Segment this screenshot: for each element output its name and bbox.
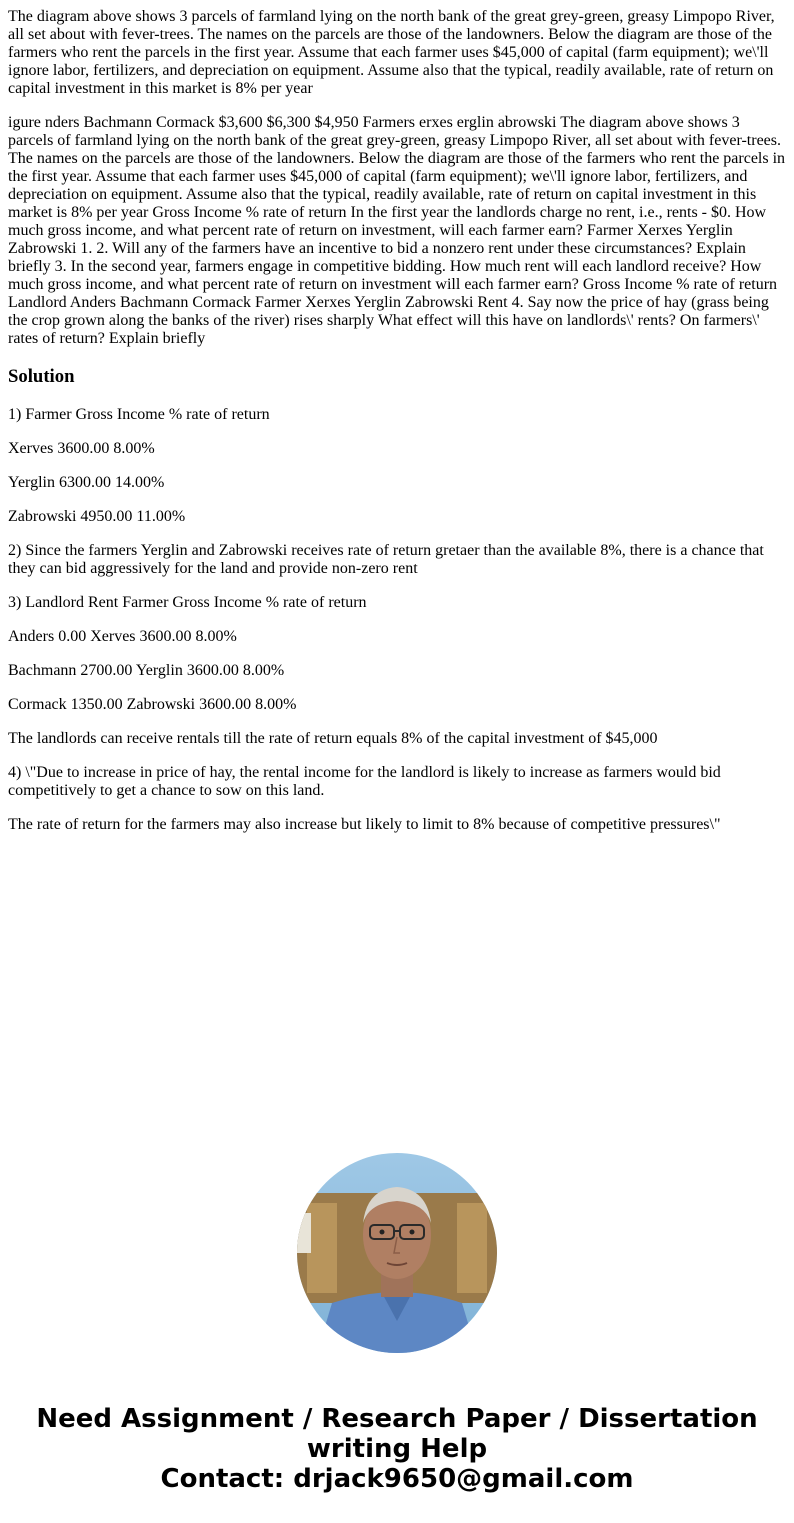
question-paragraph-1: The diagram above shows 3 parcels of farmland lying on the north bank of the great grey-green, greasy Limpopo River, all set about with fever-trees. The names on the parcels are those of the landowners. Below the diagram are those of the farmers who rent the parcels in the first year. Assume that each farmer uses $45,000 of capital (farm equipment); we\'ll ignore labor, fertilizers, and depreciation on equipment. Assume also that the typical, readily available, rate of return on capital investment in this market is 8% per year: [8, 8, 775, 97]
solution-line: Cormack 1350.00 Zabrowski 3600.00 8.00%: [8, 696, 297, 713]
author-avatar: [297, 1153, 497, 1353]
solution-line: Bachmann 2700.00 Yerglin 3600.00 8.00%: [8, 662, 285, 679]
solution-line: The rate of return for the farmers may also increase but likely to limit to 8% because of competitive pressures\": [8, 816, 721, 833]
document-content: [8, 8, 786, 850]
solution-line: Anders 0.00 Xerves 3600.00 8.00%: [8, 628, 237, 645]
question-paragraph-2: igure nders Bachmann Cormack $3,600 $6,300 $4,950 Farmers erxes erglin abrowski The diagram above shows 3 parcels of farmland lying on the north bank of the great grey-green, greasy Limpopo River, all set about with fever-trees. The names on the parcels are those of the landowners. Below the diagram are those of the farmers who rent the parcels in the first year. Assume that each farmer uses $45,000 of capital (farm equipment); we\'ll ignore labor, fertilizers, and depreciation on equipment. Assume also that the typical, readily available, rate of return on capital investment in this market is 8% per year Gross Income % rate of return In the first year the landlords charge no rent, i.e., rents - $0. How much gross income, and what percent rate of return on investment, will each farmer earn? Farmer Xerxes Yerglin Zabrowski 1. 2. Will any of the farmers have an incentive to bid a nonzero rent under these circumstances? Explain briefly 3. In the second year, farmers engage in competitive bidding. How much rent will each landlord receive? How much gross income, and what percent rate of return on investment will each farmer earn? Gross Income % rate of return Landlord Anders Bachmann Cormack Farmer Xerxes Yerglin Zabrowski Rent 4. Say now the price of hay (grass being the crop grown along the banks of the river) rises sharply What effect will this have on landlords\' rents? On farmers\' rates of return? Explain briefly: [8, 114, 786, 347]
solution-line: The landlords can receive rentals till the rate of return equals 8% of the capital investment of $45,000: [8, 730, 658, 747]
solution-heading: Solution: [8, 366, 75, 387]
solution-line: 4) \"Due to increase in price of hay, the rental income for the landlord is likely to increase as farmers would bid competitively to get a chance to sow on this land.: [8, 764, 721, 799]
solution-line: Zabrowski 4950.00 11.00%: [8, 508, 186, 525]
banner-line-1: Need Assignment / Research Paper / Dissertation: [36, 1404, 758, 1434]
solution-line: 2) Since the farmers Yerglin and Zabrowski receives rate of return gretaer than the available 8%, there is a chance that they can bid aggressively for the land and provide non-zero rent: [8, 542, 764, 577]
solution-line: Yerglin 6300.00 14.00%: [8, 474, 165, 491]
author-photo-icon: [297, 1153, 497, 1353]
solution-line: Xerves 3600.00 8.00%: [8, 440, 155, 457]
solution-line: 3) Landlord Rent Farmer Gross Income % rate of return: [8, 594, 367, 611]
banner-line-2: writing Help: [306, 1434, 488, 1464]
solution-line: 1) Farmer Gross Income % rate of return: [8, 406, 270, 423]
contact-banner: [0, 1404, 794, 1494]
banner-contact-line: Contact: drjack9650@gmail.com: [160, 1464, 634, 1494]
